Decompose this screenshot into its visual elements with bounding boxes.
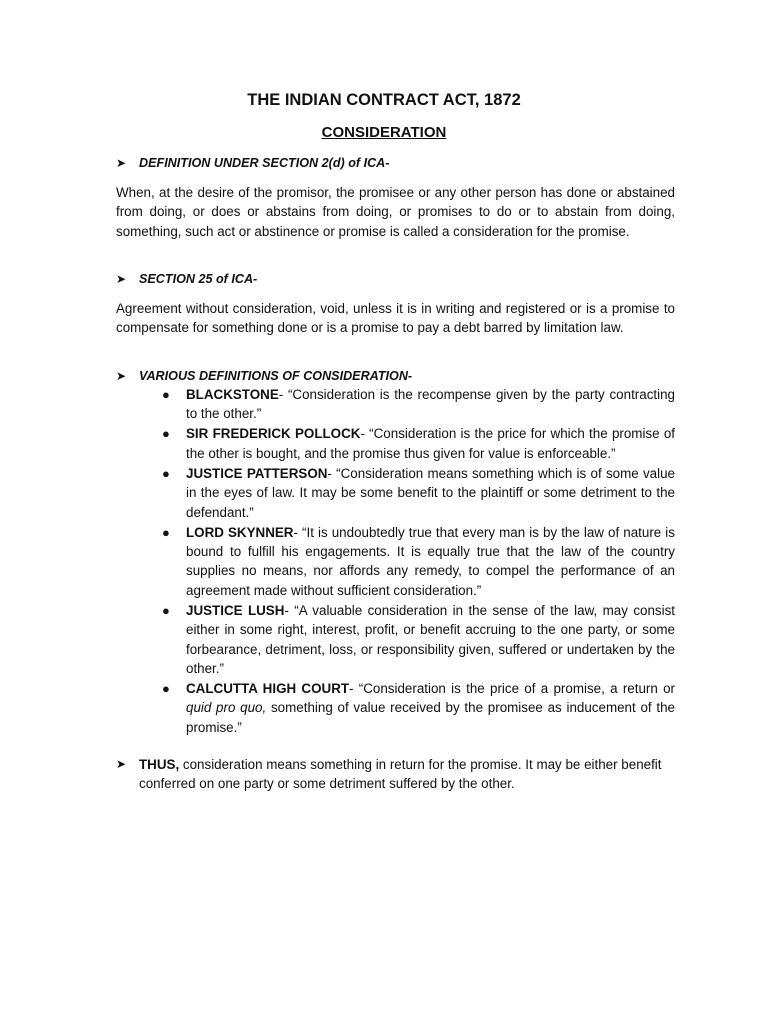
- authority-quote: - “Consideration is the recompense given by the party contracting to the other.”: [186, 387, 675, 422]
- section-heading-section-25: [116, 270, 676, 289]
- section-heading-definition: [116, 154, 676, 173]
- bullet-dot-icon: ●: [162, 524, 170, 540]
- arrow-bullet-icon: ➤: [116, 757, 127, 771]
- arrow-bullet-icon: ➤: [116, 156, 127, 170]
- authority-name: JUSTICE LUSH: [186, 602, 285, 618]
- arrow-bullet-icon: ➤: [116, 369, 127, 383]
- bullet-dot-icon: ●: [162, 681, 170, 697]
- section-heading-text: VARIOUS DEFINITIONS OF CONSIDERATION-: [139, 369, 413, 383]
- document-title: THE INDIAN CONTRACT ACT, 1872: [247, 91, 521, 109]
- authority-quote: - “A valuable consideration in the sense of the law, may consist either in some right, interest, profit, or benefit accruing to the one party, or some forbearance, detriment, loss, or responsibility given, suffered or undertaken by the other.”: [186, 602, 675, 677]
- bullet-dot-icon: ●: [162, 426, 170, 442]
- authority-quote: - “Consideration is the price for which the promise of the other is bought, and the promise thus given for value is enforceable.”: [186, 426, 676, 461]
- definitions-list: [162, 385, 675, 738]
- section-body-section-25: Agreement without consideration, void, unless it is in writing and registered or is a promise to compensate for something done or is a promise to pay a debt barred by limitation law.: [116, 301, 675, 336]
- list-item: [162, 523, 675, 601]
- arrow-bullet-icon: ➤: [116, 272, 127, 286]
- section-heading-text: SECTION 25 of ICA-: [139, 272, 258, 286]
- authority-quote-latin: quid pro quo,: [186, 700, 267, 716]
- list-item: [162, 424, 675, 463]
- bullet-dot-icon: ●: [162, 602, 170, 618]
- authority-name: CALCUTTA HIGH COURT: [186, 681, 350, 697]
- bullet-dot-icon: ●: [162, 387, 170, 402]
- authority-quote: - “It is undoubtedly true that every man is by the law of nature is bound to fulfill his engagements. It is equally true that the law of the country supplies no means, nor affords any remedy, to compel the performance of an agreement made without sufficient consideration.”: [186, 524, 675, 598]
- authority-quote-start: - “Consideration is the price of a promise, a return or: [349, 681, 675, 697]
- conclusion-text: consideration means something in return for the promise. It may be either benefit conferred on one party or some detriment suffered by the other.: [139, 757, 662, 792]
- authority-name: JUSTICE PATTERSON: [186, 465, 328, 481]
- authority-name: BLACKSTONE: [186, 387, 279, 402]
- bullet-dot-icon: ●: [162, 465, 170, 481]
- list-item: [162, 385, 675, 424]
- section-heading-definitions: [116, 367, 676, 386]
- section-heading-text: DEFINITION UNDER SECTION 2(d) of ICA-: [139, 156, 390, 170]
- section-body-definition: When, at the desire of the promisor, the promisee or any other person has done or abstained from doing, or does or abstains from doing, or promises to do or to abstain from doing, something, such act or abstinence or promise is called a consideration for the promise.: [116, 185, 675, 239]
- list-item: [162, 464, 675, 522]
- list-item: [162, 601, 675, 679]
- document-subtitle: CONSIDERATION: [321, 124, 447, 141]
- conclusion-label: THUS,: [139, 757, 180, 772]
- list-item: [162, 679, 675, 737]
- authority-quote: - “Consideration means something which is of some value in the eyes of law. It may be some benefit to the plaintiff or some detriment to the defendant.”: [186, 465, 675, 520]
- authority-quote-end: something of value received by the promisee as inducement of the promise.”: [186, 700, 675, 735]
- authority-name: SIR FREDERICK POLLOCK: [186, 426, 361, 442]
- conclusion: [116, 755, 676, 794]
- authority-name: LORD SKYNNER: [186, 524, 294, 540]
